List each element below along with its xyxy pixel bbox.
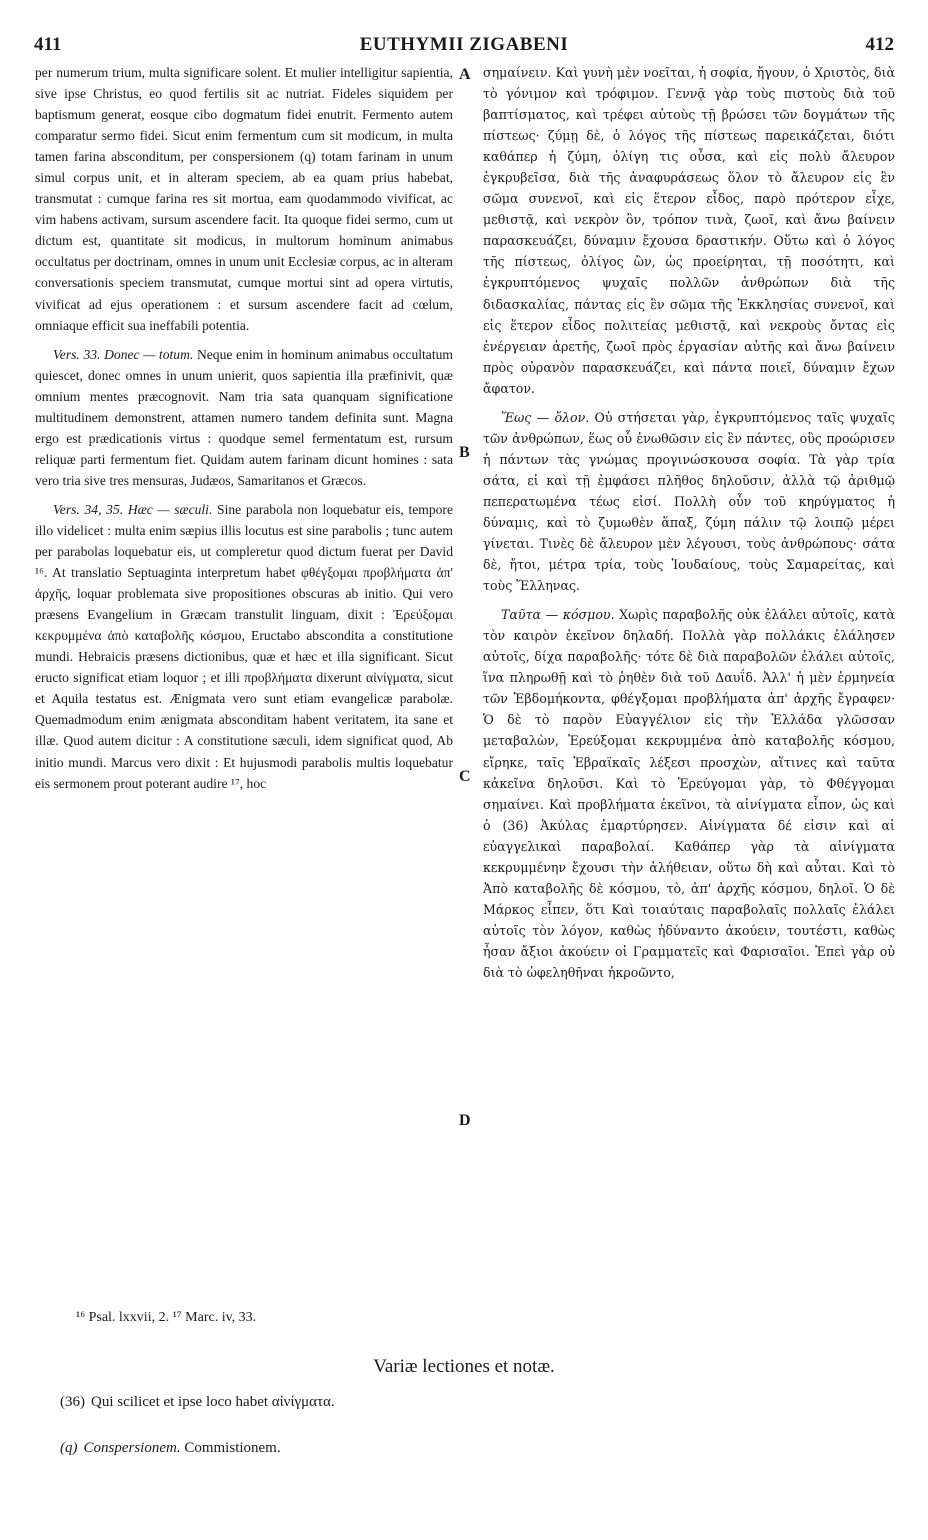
latin-text-2: Neque enim in hominum animabus occultatum quiescet, donec omnes in unum unierit, quos sapientia illa præfinivit, quæ omnium mentes præcognovit. Nam tria sata quanquam significatione multitudinem demonstrent, attamen numero tandem definita sunt. Magna ergo est prædicationis virtus : quodque semel fermentatum est, rursum reliquæ parti fermentum fiet. Quidam autem farinam dicunt homines : sata vero tria sive tres mensuras, Judæos, Samaritanos et Græcos.	[35, 346, 453, 488]
greek-lemma-2: Ἕως — ὅλον.	[501, 409, 590, 425]
running-title: EUTHYMII ZIGABENI	[359, 34, 569, 55]
section-marker-c: C	[459, 768, 471, 785]
greek-lemma-3: Ταῦτα — κόσμου.	[501, 607, 615, 623]
variae-lectiones-title: Variæ lectiones et notæ.	[373, 1356, 555, 1377]
latin-text-3: Sine parabola non loquebatur eis, tempore illo videlicet : multa enim sæpius illis locutus est sine parabolis ; tunc autem per parabolas loquebatur eis, ut compleretur quod dictum fuerat per David ¹⁶. At translatio Septuaginta interpretum habet φθέγξομαι προβλήματα ἀπ' ἀρχῆς, loquar problemata sive propositiones obscuras ab initio. Qui vero præsens Evangelium in Græcam transtulit linguam, dixit : Ἐρεύξομαι κεκρυμμένα ἀπὸ καταβολῆς κόσμου, Eructabo abscondita a constitutione mundi. Hebraicis præsens dictionibus, quæ et hæc et illa significant. Sicut eructo significat etiam loquor ; et illi προβλήματα dixerunt αἰνίγματα, sicut et Aquila testatus est. Ænigmata vero sunt etiam evangelicæ parabolæ. Quemadmodum enim ænigmata absconditam habent veritatem, ita sane et illæ. Quod autem dicitur : A constitutione sæculi, idem significat quod, Ab initio mundi. Marcus vero dixit : Et hujusmodi parabolis multis loquebatur eis sermonem prout poterant audire ¹⁷, hoc	[35, 501, 453, 791]
section-marker-b: B	[459, 444, 470, 461]
greek-text-3: Χωρὶς παραβολῆς οὐκ ἐλάλει αὐτοῖς, κατὰ τὸν καιρὸν ἐκεῖνον δηλαδή. Πολλὰ γὰρ πολλάκις ἐλάλησεν αὐτοῖς, δίχα παραβολῆς· τότε δὲ διὰ παραβολῶν ἐλάλει αὐτοῖς, ἵνα πληρωθῇ καὶ τὸ ῥηθὲν διὰ τοῦ Δαυΐδ. Ἀλλ' ἡ μὲν ἑρμηνεία τῶν Ἑβδομήκοντα, φθέγξομαι προβλήματα ἀπ' ἀρχῆς ἔγραφεν· Ὁ δὲ τὸ παρὸν Εὐαγγέλιον εἰς τὴν Ἑλλάδα γλῶσσαν μεταβαλὼν, Ἐρεύξομαι κεκρυμμένα ἀπὸ καταβολῆς κόσμου, εἴρηκε, ταῖς Ἑβραϊκαῖς λέξεσι προσχὼν, αἵτινες καὶ ταῦτα κἀκεῖνα δηλοῦσι. Καὶ τὸ Ἐρεύγομαι γὰρ, τὸ Φθέγγομαι σημαίνει. Καὶ προβλήματα ἐκεῖνοι, τὰ αἰνίγματα εἶπον, ὡς καὶ ὁ (36) Ἀκύλας ἐμαρτύρησεν. Αἰνίγματα δέ εἰσιν καὶ αἱ εὐαγγελικαὶ παραβολαί. Καθάπερ γὰρ τὰ αἰνίγματα κεκρυμμένην ἔχουσι τὴν ἀλήθειαν, οὕτω δὴ καὶ αὗται. Καὶ τὸ Ἀπὸ καταβολῆς δὲ κόσμου, τὸ, ἀπ' ἀρχῆς κόσμου, δηλοῖ. Ὁ δὲ Μάρκος εἶπεν, ὅτι Καὶ τοιαύταις παραβολαῖς πολλαῖς ἐλάλει αὐτοῖς τὸν λόγον, καθὼς ἠδύναντο ἀκούειν, τουτέστι, καθὼς ἦσαν ἄξιοι ἀκούειν οἱ Γραμματεῖς καὶ Φαρισαῖοι. Ἐπεὶ γὰρ οὐ διὰ τὸ ὠφεληθῆναι ἠκροῶντο,	[483, 607, 895, 980]
latin-column	[35, 62, 453, 794]
section-marker-d: D	[459, 1112, 471, 1129]
note-text: Qui scilicet et ipse loco habet αἰνίγματα.	[91, 1394, 335, 1410]
greek-paragraph-3	[483, 604, 895, 983]
latin-paragraph-2	[35, 344, 453, 491]
greek-text-2: Οὐ στήσεται γὰρ, ἐγκρυπτόμενος ταῖς ψυχαῖς τῶν ἀνθρώπων, ἕως οὗ ἑνωθῶσιν εἰς ἓν πάντες, οὓς προώρισεν ἡ πάντων τὰς γνώμας προγινώσκουσα σοφία. Τὰ γὰρ τρία σάτα, εἰ καὶ τῇ ἐμφάσει πλῆθος δηλοῦσιν, ἀλλὰ τῷ ἀριθμῷ πεπερατωμένα τέως εἰσί. Πολλὴ οὖν τοῦ κηρύγματος ἡ δύναμις, καὶ τὸ ζυμωθὲν ἅπαξ, ζύμη πάλιν τῷ λοιπῷ μέρει γίνεται. Τινὲς δὲ ἄλευρον μὲν λέγουσι, τοὺς ἀνθρώπους· σάτα δὲ, ἤτοι, μέτρα τρία, τοὺς Ἰουδαίους, τοὺς Σαμαρείτας, καὶ τοὺς Ἕλληνας.	[483, 409, 895, 594]
variant-note-36	[60, 1394, 335, 1411]
variant-note-q	[60, 1440, 281, 1457]
greek-column	[483, 62, 895, 983]
page-number-left: 411	[34, 34, 62, 55]
note-number: (q)	[60, 1440, 78, 1456]
latin-lemma-3: Vers. 34, 35. Hæc — sæculi.	[53, 501, 213, 517]
note-number: (36)	[60, 1394, 85, 1410]
note-lemma: Conspersionem.	[83, 1440, 181, 1456]
section-marker-a: A	[459, 66, 471, 83]
note-text: Commistionem.	[184, 1440, 281, 1456]
greek-paragraph-2	[483, 407, 895, 596]
latin-lemma-2: Vers. 33. Donec — totum.	[53, 346, 194, 362]
footnote-references: ¹⁶ Psal. lxxvii, 2. ¹⁷ Marc. iv, 33.	[76, 1310, 257, 1325]
page-header	[34, 34, 894, 60]
latin-paragraph-3	[35, 499, 453, 794]
greek-paragraph-1: σημαίνειν. Καὶ γυνὴ μὲν νοεῖται, ἡ σοφία, ἤγουν, ὁ Χριστὸς, διὰ τὸ γόνιμον καὶ τρόφιμον. Γεννᾷ γὰρ τοὺς πιστοὺς διὰ τοῦ βαπτίσματος, καὶ τρέφει αὐτοὺς τῇ βρώσει τῶν δογμάτων τῆς πίστεως· ζύμῃ δὲ, ὁ λόγος τῆς πίστεως παρεικάζεται, διότι καθάπερ ἡ ζύμη, ὀλίγη τις οὖσα, καὶ εἰς πολὺ ἄλευρον ἐγκρυβεῖσα, διὰ τῆς ἀναφυράσεως ὅλον τὸ ἄλευρον εἰς ἓν σῶμα συνενοῖ, καὶ εἰς ἕτερον εἶδος, παρὸ πρότερον εἶχε, μεθιστᾷ, καὶ νεκρὸν ὂν, τρόπον τινὰ, ζωοῖ, καὶ ἄνω βαίνειν παρασκευάζει, δύναμιν ἔχουσα δραστικήν. Οὕτω καὶ ὁ λόγος τῆς πίστεως, ὀλίγος ὢν, ὡς προείρηται, τῇ ποσότητι, καὶ ἐγκρυπτόμενος ψυχαῖς πολλῶν ἀνθρώπων διὰ τῆς διδασκαλίας, πάντας εἰς ἓν σῶμα τῆς Ἐκκλησίας συνενοῖ, καὶ εἰς ἕτερον εἶδος πολιτείας μεθιστᾷ, καὶ νεκροὺς ὄντας εἰς ἐνέργειαν ἀρετῆς, ζωοῖ πρὸς ἐργασίαν αὐτῆς καὶ ἄνω βαίνειν πρὸς οὐρανὸν παρασκευάζει, καὶ πάντα ποιεῖ, δύναμιν ἔχων ἄφατον.	[483, 65, 895, 396]
page-number-right: 412	[865, 34, 894, 55]
latin-paragraph-1: per numerum trium, multa significare solent. Et mulier intelligitur sapientia, sive ipse Christus, eo quod fertilis sit ac nutriat. Fideles siquidem per baptismum generat, eosque cibo dogmatum fidei enutrit. Fermento autem comparatur sermo fidei. Sicut enim fermentum cum sit modicum, in multa tamen farina absconditum, per conspersionem (q) totam farinam in unum simul corpus unit, et in alteram speciem, ab ea quam prius habebat, transmutat : cumque farina res sit mortua, eam quodammodo vivificat, ac vim habens activam, sursum ascendere facit. Ita quoque fidei sermo, cum ut dictum est, quantitate sit modicus, in multorum hominum animabus occultatus per doctrinam, omnes in unum unit Ecclesiæ corpus, ac in alteram conversationis speciem transmutat, cumque mortui sint ad opera virtutis, vivificat ad ejus operationem : et sursum ascendere facit ad cœlum, omniaque efficit sua ineffabili potentia.	[35, 65, 453, 333]
